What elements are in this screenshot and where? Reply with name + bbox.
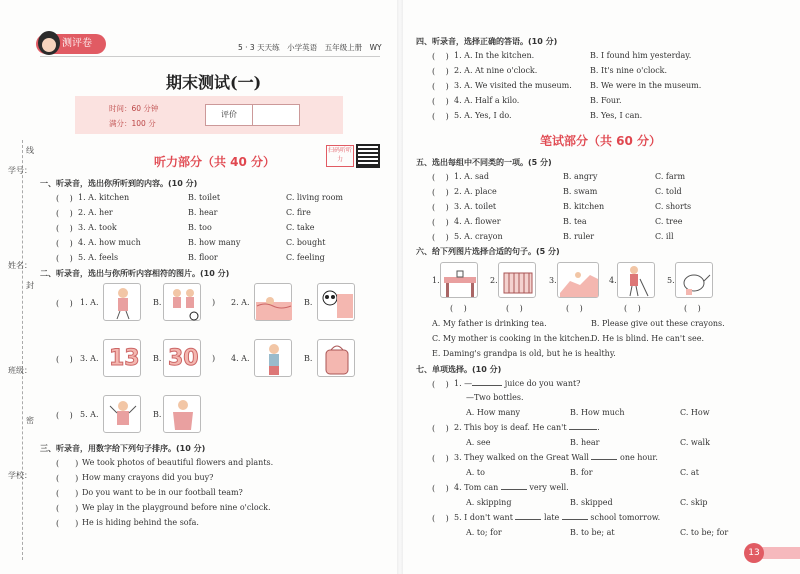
answer-bracket[interactable]: ( ) [432, 454, 449, 463]
s1-heading: 一、听录音，选出你所听到的内容。(10 分) [40, 179, 198, 188]
s7-q2-c: C. walk [680, 438, 710, 447]
s5-q5-c: C. ill [655, 232, 674, 241]
order-bracket[interactable]: ( ) [56, 519, 79, 528]
s3-item-4: We play in the playground before nine o'clock. [82, 503, 271, 512]
answer-bracket[interactable]: ( ) [432, 173, 449, 182]
s7-q1 [454, 379, 580, 388]
s7-q5-start: 5. I don't want [454, 513, 513, 522]
number-13-image [103, 339, 141, 377]
s6-option-d: D. He is blind. He can't see. [591, 334, 705, 343]
answer-bracket[interactable]: ( ) [56, 411, 73, 420]
answer-bracket[interactable]: ( ) [432, 82, 449, 91]
number-30: 30 [168, 346, 199, 371]
answer-bracket[interactable]: ( ) [56, 239, 73, 248]
blank[interactable] [569, 429, 597, 430]
answer-bracket[interactable]: ( ) [566, 304, 583, 313]
order-bracket[interactable]: ( ) [56, 489, 79, 498]
swimming-image [254, 283, 292, 321]
test-badge: 测评卷 [36, 34, 106, 54]
s1-q4-b: B. how many [188, 238, 241, 247]
s1-q2-c: C. fire [286, 208, 311, 217]
writing-title: 笔试部分（共 60 分） [540, 134, 662, 148]
boys-football-image [163, 283, 201, 321]
s1-q4-c: C. bought [286, 238, 326, 247]
answer-bracket[interactable]: ( ) [432, 97, 449, 106]
page-number: 13 [744, 543, 764, 563]
s4-q3-b: B. We were in the museum. [590, 81, 702, 90]
series-header: 5 · 3 天天练 小学英语 五年级上册 WY [238, 43, 382, 52]
s2-q4-label: 4. A. [231, 354, 250, 363]
s1-q4-a: 4. A. how much [78, 238, 141, 247]
s7-q5-end: school tomorrow. [590, 513, 661, 522]
boy-shirt-image [163, 395, 201, 433]
answer-bracket[interactable]: ( ) [56, 224, 73, 233]
s1-q5-a: 5. A. feels [78, 253, 119, 262]
s6-num-3: 3. [549, 276, 557, 285]
s7-q4-end: very well. [529, 483, 569, 492]
answer-bracket[interactable]: ( ) [684, 304, 701, 313]
s2-q1-b-label: B. [153, 298, 162, 307]
s7-q5-mid: late [544, 513, 560, 522]
s7-q5-a: A. to; for [466, 528, 502, 537]
s7-q3-b: B. for [570, 468, 593, 477]
s4-heading: 四、听录音，选择正确的答语。(10 分) [416, 37, 558, 46]
listening-title: 听力部分（共 40 分） [154, 155, 276, 169]
s3-item-2: How many crayons did you buy? [82, 473, 214, 482]
s5-q3-c: C. shorts [655, 202, 692, 211]
s5-q4-c: C. tree [655, 217, 683, 226]
margin-line: 线 [26, 146, 34, 155]
s5-heading: 五、选出每组中不同类的一项。(5 分) [416, 158, 552, 167]
grade-label: 评价 [205, 104, 253, 126]
order-bracket[interactable]: ( ) [56, 474, 79, 483]
s7-q1-end: juice do you want? [504, 379, 581, 388]
s2-q2-label: 2. A. [231, 298, 250, 307]
s1-q5-c: C. feeling [286, 253, 325, 262]
qr-stamp: 扫码听听力 [326, 145, 354, 167]
s7-heading: 七、单项选择。(10 分) [416, 365, 502, 374]
info-box [75, 96, 343, 134]
answer-bracket[interactable]: ( ) [432, 218, 449, 227]
answer-bracket[interactable]: ( ) [432, 52, 449, 61]
s5-q1-b: B. angry [563, 172, 598, 181]
s4-q1-b: B. I found him yesterday. [590, 51, 692, 60]
s7-q3-a: A. to [466, 468, 485, 477]
s6-num-1: 1. [432, 276, 440, 285]
answer-bracket[interactable]: ( ) [432, 424, 449, 433]
boy-standing-image [254, 339, 292, 377]
answer-bracket[interactable]: ) [212, 354, 216, 363]
margin-seal: 封 [26, 281, 34, 290]
s7-q4-b: B. skipped [570, 498, 613, 507]
answer-bracket[interactable]: ( ) [56, 254, 73, 263]
s7-q1-b: B. How much [570, 408, 625, 417]
s7-q1-reply: —Two bottles. [466, 393, 524, 402]
s2-q1-label: 1. A. [80, 298, 99, 307]
s6-option-b: B. Please give out these crayons. [591, 319, 725, 328]
s6-option-a: A. My father is drinking tea. [432, 319, 547, 328]
blank[interactable] [501, 489, 527, 490]
s6-num-4: 4. [609, 276, 617, 285]
qr-code-icon[interactable] [356, 144, 380, 168]
blank[interactable] [562, 519, 588, 520]
answer-bracket[interactable]: ( ) [432, 514, 449, 523]
s4-q1-a: 1. A. In the kitchen. [454, 51, 535, 60]
answer-bracket[interactable]: ( ) [450, 304, 467, 313]
time-info: 时间：60 分钟 [109, 104, 159, 113]
s6-heading: 六、给下列图片选择合适的句子。(5 分) [416, 247, 560, 256]
s1-q2-a: 2. A. her [78, 208, 113, 217]
order-bracket[interactable]: ( ) [56, 504, 79, 513]
answer-bracket[interactable]: ( ) [56, 299, 73, 308]
s1-q1-b: B. toilet [188, 193, 221, 202]
s4-q2-b: B. It's nine o'clock. [590, 66, 668, 75]
header-rule [40, 56, 380, 57]
s6-option-c: C. My mother is cooking in the kitchen. [432, 334, 593, 343]
s7-q2-b: B. hear [570, 438, 600, 447]
answer-bracket[interactable]: ( ) [56, 355, 73, 364]
s1-q3-a: 3. A. took [78, 223, 117, 232]
answer-bracket[interactable]: ( ) [624, 304, 641, 313]
s5-q3-b: B. kitchen [563, 202, 605, 211]
binding-line [22, 140, 23, 560]
s7-q5-c: C. to be; for [680, 528, 729, 537]
s7-q4 [454, 483, 569, 492]
answer-bracket[interactable]: ( ) [506, 304, 523, 313]
blind-man-image [617, 262, 655, 298]
answer-bracket[interactable]: ( ) [432, 112, 449, 121]
s7-q3-c: C. at [680, 468, 699, 477]
number-30-image [163, 339, 201, 377]
s7-q3 [454, 453, 658, 462]
s5-q1-c: C. farm [655, 172, 686, 181]
answer-bracket[interactable]: ) [212, 298, 216, 307]
s5-q2-a: 2. A. place [454, 187, 497, 196]
boy-cooking-image [103, 283, 141, 321]
s2-q2-b-label: B. [304, 298, 313, 307]
s1-q2-b: B. hear [188, 208, 218, 217]
page-fold [397, 0, 403, 574]
s1-q3-b: B. too [188, 223, 212, 232]
s2-q4-b-label: B. [304, 354, 313, 363]
s7-q1-c: C. How [680, 408, 710, 417]
s2-q5-label: 5. A. [80, 410, 99, 419]
teapot-image [675, 262, 713, 298]
margin-school: 学校： [8, 471, 32, 480]
s2-q3-label: 3. A. [80, 354, 99, 363]
margin-class: 班级： [8, 366, 32, 375]
panda-image [317, 283, 355, 321]
s7-q5 [454, 513, 660, 522]
grade-field[interactable] [252, 104, 300, 126]
s4-q3-a: 3. A. We visited the museum. [454, 81, 572, 90]
s1-q3-c: C. take [286, 223, 315, 232]
s4-q5-a: 5. A. Yes, I do. [454, 111, 512, 120]
s7-q5-b: B. to be; at [570, 528, 615, 537]
s7-q2-start: 2. This boy is deaf. He can't [454, 423, 567, 432]
footer-bar [760, 547, 800, 559]
s5-q4-b: B. tea [563, 217, 587, 226]
s4-q4-a: 4. A. Half a kilo. [454, 96, 520, 105]
s3-heading: 三、听录音，用数字给下列句子排序。(10 分) [40, 444, 206, 453]
s1-q5-b: B. floor [188, 253, 218, 262]
s2-q5-b-label: B. [153, 410, 162, 419]
s7-q2: 2. This boy is deaf. He can't . [454, 423, 600, 432]
page-title: 期末测试(一) [166, 73, 262, 92]
s2-heading: 二、听录音，选出与你所听内容相符的图片。(10 分) [40, 269, 230, 278]
schoolbag-image [317, 339, 355, 377]
answer-bracket[interactable]: ( ) [56, 194, 73, 203]
s4-q2-a: 2. A. At nine o'clock. [454, 66, 538, 75]
s7-q1-a: A. How many [466, 408, 521, 417]
s4-q4-b: B. Four. [590, 96, 622, 105]
margin-student-no: 学号： [8, 166, 32, 175]
answer-bracket[interactable]: ( ) [432, 203, 449, 212]
s5-q4-a: 4. A. flower [454, 217, 501, 226]
s5-q5-b: B. ruler [563, 232, 595, 241]
s6-num-2: 2. [490, 276, 498, 285]
s5-q3-a: 3. A. toilet [454, 202, 497, 211]
answer-bracket[interactable]: ( ) [56, 209, 73, 218]
answer-bracket[interactable]: ( ) [432, 67, 449, 76]
s1-q1-c: C. living room [286, 193, 343, 202]
s5-q1-a: 1. A. sad [454, 172, 490, 181]
s7-q3-end: one hour. [620, 453, 658, 462]
mascot-icon [38, 31, 60, 55]
s7-q4-a: A. skipping [466, 498, 512, 507]
answer-bracket[interactable]: ( ) [432, 380, 449, 389]
margin-secret: 密 [26, 416, 34, 425]
margin-name: 姓名： [8, 261, 32, 270]
order-bracket[interactable]: ( ) [56, 459, 79, 468]
answer-bracket[interactable]: ( ) [432, 233, 449, 242]
blank[interactable] [472, 385, 502, 386]
s6-num-5: 5. [667, 276, 675, 285]
s3-item-1: We took photos of beautiful flowers and plants. [82, 458, 274, 467]
s4-q5-b: B. Yes, I can. [590, 111, 643, 120]
score-info: 满分：100 分 [109, 119, 156, 128]
s7-q4-c: C. skip [680, 498, 708, 507]
s6-option-e: E. Daming's grandpa is old, but he is healthy. [432, 349, 616, 358]
blank[interactable] [515, 519, 541, 520]
crayons-image [498, 262, 536, 298]
boy-dressing-image [103, 395, 141, 433]
great-wall-image [557, 262, 599, 298]
s3-item-5: He is hiding behind the sofa. [82, 518, 199, 527]
s7-q1-start: 1. — [454, 379, 473, 388]
s7-q3-start: 3. They walked on the Great Wall [454, 453, 589, 462]
s5-q5-a: 5. A. crayon [454, 232, 503, 241]
s7-q4-start: 4. Tom can [454, 483, 499, 492]
number-13: 13 [109, 346, 140, 371]
s2-q3-b-label: B. [153, 354, 162, 363]
s5-q2-c: C. told [655, 187, 682, 196]
answer-bracket[interactable]: ( ) [432, 188, 449, 197]
s1-q1-a: 1. A. kitchen [78, 193, 130, 202]
s7-q2-a: A. see [466, 438, 491, 447]
blank[interactable] [591, 459, 617, 460]
drinking-tea-image [440, 262, 478, 298]
answer-bracket[interactable]: ( ) [432, 484, 449, 493]
s5-q2-b: B. swam [563, 187, 598, 196]
s3-item-3: Do you want to be in our football team? [82, 488, 243, 497]
